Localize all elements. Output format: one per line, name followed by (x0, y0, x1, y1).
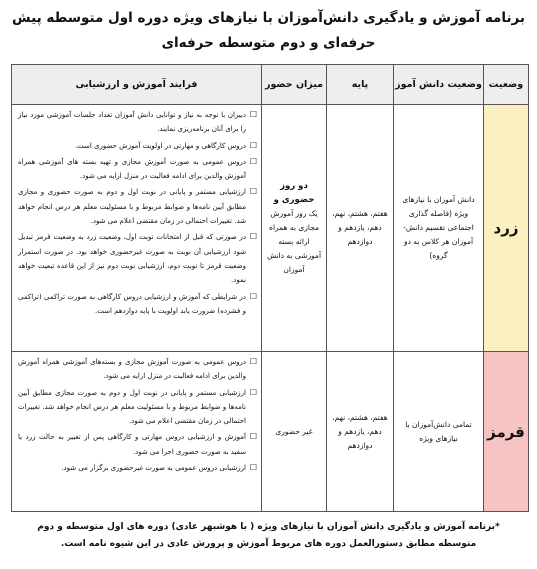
list-item: ☐ ارزشیابی مستمر و پایانی در نوبت اول و دوم به صورت حضوری و مجازی مطابق آیین نامه‌ها و ضوابط مربوط و با مسئولیت معلم هر درس انجام خواهد شد. تغییرات احتمالی در زمان مقتضی اعلام می شود. (18, 187, 257, 226)
bullet-icon: ☐ (249, 156, 257, 166)
process-list (18, 355, 257, 475)
status-cell-red: قرمز (484, 352, 529, 512)
bullet-icon: ☐ (249, 110, 257, 119)
presence-main: دو روز حضوری و (273, 181, 315, 205)
header-process: فرایند آموزش و ارزشیابی (12, 65, 262, 105)
list-item: ☐ ارزشیابی مستمر و پایانی در نوبت اول و دوم به صورت مجازی مطابق آیین نامه‌ها و ضوابط مربوط و با مسئولیت معلم هر درس انجام خواهد شد. تغییرات احتمالی در زمان مقتضی اعلام می شود. (18, 387, 257, 426)
bullet-icon: ☐ (249, 463, 257, 473)
student-status-cell: تمامی دانش‌آموزان با نیازهای ویژه (394, 352, 484, 512)
list-item: ☐ ارزشیابی دروس عمومی به صورت غیرحضوری برگزار می شود. (18, 461, 257, 475)
student-status-cell: دانش آموزان با نیازهای ویژه (فاصله گذاری اجتماعی تقسیم دانش- آموزان هر کلاس به دو گروه) (394, 105, 484, 352)
footnote-line-2: متوسطه مطابق دستورالعمل دوره های مربوط آموزش و پرورش عادی در این شیوه نامه است. (60, 539, 477, 549)
table-row-yellow (12, 105, 529, 352)
page-title (10, 6, 527, 56)
header-presence: میزان حضور (262, 65, 327, 105)
title-line-2: حرفه‌ای و دوم متوسطه حرفه‌ای (161, 35, 376, 51)
bullet-icon: ☐ (249, 357, 257, 366)
footnote-line-1: *برنامه آموزش و یادگیری دانش آموزان با نیازهای ویژه ( با هوشبهر عادی) دوره های اول متوسطه و دوم (37, 522, 500, 532)
process-list (18, 108, 257, 318)
bullet-icon: ☐ (249, 432, 257, 442)
presence-cell: غیر حضوری (262, 352, 327, 512)
list-item: ☐ دروس کارگاهی و مهارتی در اولویت آموزش حضوری است. (18, 139, 257, 153)
bullet-icon: ☐ (249, 232, 257, 242)
grade-cell: هفتم، هشتم، نهم، دهم، یازدهم و دوازدهم (327, 105, 394, 352)
header-student-status: وضعیت دانش آموز (394, 65, 484, 105)
list-item: ☐ آموزش و ارزشیابی دروس مهارتی و کارگاهی پس از تغییر به حالت زرد یا سفید به صورت حضوری اجرا می شود. (18, 432, 257, 456)
grade-cell: هفتم، هشتم، نهم، دهم، یازدهم و دوازدهم (327, 352, 394, 512)
list-item: ☐ دروس عمومی به صورت آموزش مجازی و تهیه بسته های آموزشی همراه آموزش والدین برای ادامه فعالیت در منزل ارایه می شود. (18, 156, 257, 181)
status-cell-yellow: زرد (484, 105, 529, 352)
list-item: ☐ دبیران با توجه به نیاز و توانایی دانش آموزان تعداد جلسات آموزشی مورد نیاز را برای آنان برنامه‌ریزی نمایند. (18, 110, 257, 134)
header-status: وضعیت (484, 65, 529, 105)
table-header-row (12, 65, 529, 105)
bullet-icon: ☐ (249, 387, 257, 397)
program-table (11, 64, 529, 512)
process-cell (12, 352, 262, 512)
presence-sub: یک روز آموزش مجازی به همراه ارائه بسته آموزشی به دانش آموزان (266, 209, 322, 274)
table-row-red (12, 352, 529, 512)
bullet-icon: ☐ (249, 187, 257, 197)
header-grade: پایه (327, 65, 394, 105)
footnote (10, 519, 527, 553)
list-item: ☐ دروس عمومی به صورت آموزش مجازی و بسته‌های آموزشی همراه آموزش والدین برای ادامه فعالیت در منزل ارایه می شود. (18, 357, 257, 381)
list-item: ☐ در شرایطی که آموزش و ارزشیابی دروس کارگاهی به صورت تراکمی (تراکمی و فشرده) ضرورت یابد اولویت با پایه دوازدهم است. (18, 291, 257, 315)
bullet-icon: ☐ (249, 140, 257, 150)
list-item: ☐ در صورتی که قبل از امتحانات نوبت اول، وضعیت زرد به وضعیت قرمز تبدیل شود ارزشیابی آن نوبت به صورت غیرحضوری خواهد بود. در صورت استمرار وضعیت قرمز تا نوبت دوم، ارزشیابی نوبت دوم نیز از این قاعده تبعیت خواهد نمود. (18, 232, 257, 285)
title-line-1: برنامه آموزش و یادگیری دانش‌آموزان با نیازهای ویژه دوره اول متوسطه پیش (12, 10, 525, 26)
presence-cell (262, 105, 327, 352)
process-cell (12, 105, 262, 352)
bullet-icon: ☐ (249, 291, 257, 301)
